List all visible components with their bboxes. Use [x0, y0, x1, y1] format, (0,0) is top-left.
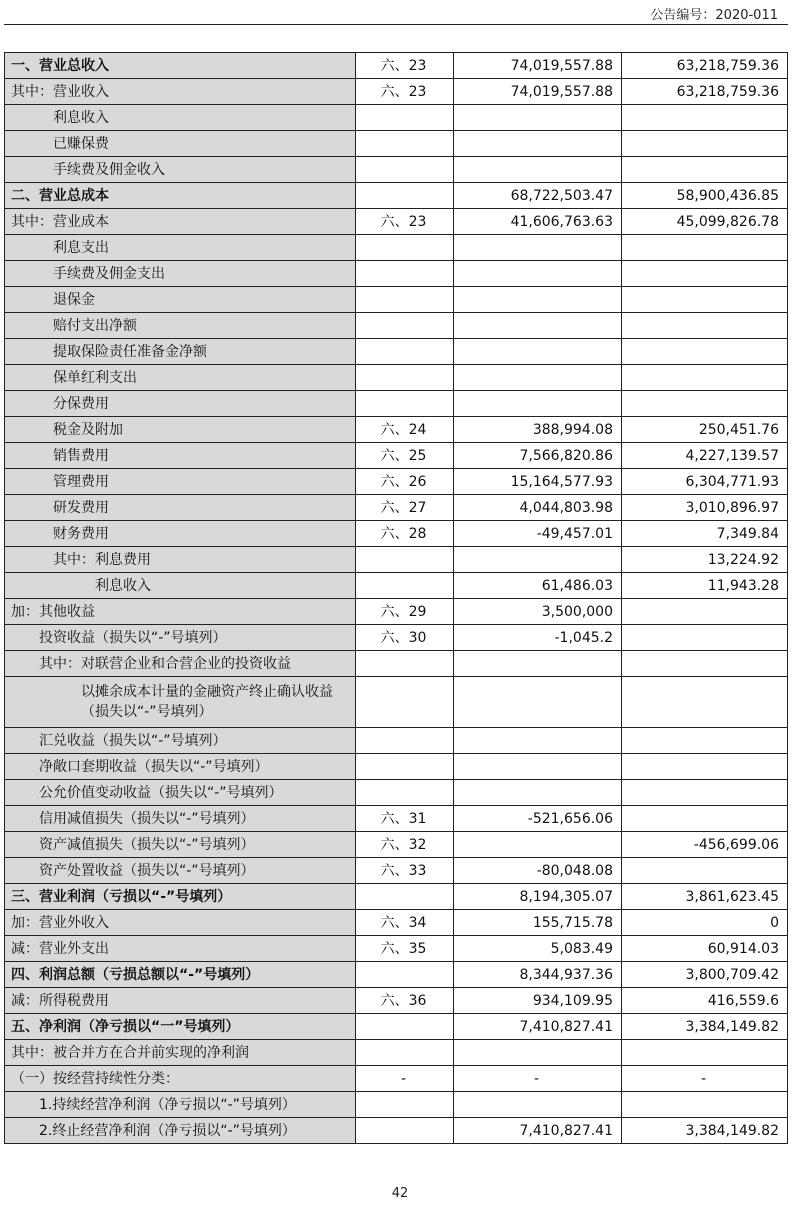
row-note-ref: 六、34: [356, 910, 454, 936]
table-row: [5, 417, 788, 443]
row-item-label: 管理费用: [5, 469, 356, 495]
table-row: [5, 832, 788, 858]
table-row: [5, 936, 788, 962]
table-row: [5, 1092, 788, 1118]
row-note-ref: 六、30: [356, 625, 454, 651]
row-note-ref: 六、36: [356, 988, 454, 1014]
row-note-ref: [356, 728, 454, 754]
row-item-label: 一、营业总收入: [5, 53, 356, 79]
row-current-amount: -: [454, 1066, 622, 1092]
row-prior-amount: [622, 339, 788, 365]
row-note-ref: [356, 313, 454, 339]
row-note-ref: [356, 651, 454, 677]
table-row: [5, 391, 788, 417]
row-prior-amount: 0: [622, 910, 788, 936]
table-row: [5, 780, 788, 806]
row-item-label: 以摊余成本计量的金融资产终止确认收益（损失以“-”号填列）: [5, 677, 356, 728]
table-row: [5, 962, 788, 988]
row-item-label: 利息收入: [5, 105, 356, 131]
row-item-label: 退保金: [5, 287, 356, 313]
row-current-amount: [454, 235, 622, 261]
row-current-amount: 68,722,503.47: [454, 183, 622, 209]
table-row: [5, 235, 788, 261]
row-current-amount: -49,457.01: [454, 521, 622, 547]
row-current-amount: 8,344,937.36: [454, 962, 622, 988]
row-note-ref: -: [356, 1066, 454, 1092]
row-current-amount: -1,045.2: [454, 625, 622, 651]
row-prior-amount: 11,943.28: [622, 573, 788, 599]
row-current-amount: [454, 157, 622, 183]
row-note-ref: 六、24: [356, 417, 454, 443]
row-prior-amount: 3,384,149.82: [622, 1014, 788, 1040]
row-prior-amount: 4,227,139.57: [622, 443, 788, 469]
row-item-label: 利息支出: [5, 235, 356, 261]
row-note-ref: [356, 131, 454, 157]
table-row: [5, 884, 788, 910]
table-row: [5, 573, 788, 599]
row-note-ref: [356, 1118, 454, 1144]
table-row: [5, 157, 788, 183]
row-note-ref: 六、23: [356, 209, 454, 235]
table-row: [5, 183, 788, 209]
row-prior-amount: 7,349.84: [622, 521, 788, 547]
row-note-ref: 六、35: [356, 936, 454, 962]
table-row: [5, 313, 788, 339]
row-item-label: 已赚保费: [5, 131, 356, 157]
row-prior-amount: [622, 1092, 788, 1118]
table-row: [5, 521, 788, 547]
row-current-amount: 15,164,577.93: [454, 469, 622, 495]
row-current-amount: [454, 780, 622, 806]
table-row: [5, 651, 788, 677]
row-item-label: 其中：利息费用: [5, 547, 356, 573]
row-note-ref: [356, 261, 454, 287]
row-prior-amount: 3,010,896.97: [622, 495, 788, 521]
row-prior-amount: [622, 105, 788, 131]
row-item-label: 分保费用: [5, 391, 356, 417]
table-row: [5, 547, 788, 573]
row-prior-amount: 3,384,149.82: [622, 1118, 788, 1144]
row-item-label: 减：所得税费用: [5, 988, 356, 1014]
row-note-ref: [356, 573, 454, 599]
table-row: [5, 53, 788, 79]
row-item-label: 手续费及佣金收入: [5, 157, 356, 183]
row-item-label: 1.持续经营净利润（净亏损以“-”号填列）: [5, 1092, 356, 1118]
header-rule: [4, 24, 788, 25]
row-current-amount: [454, 287, 622, 313]
row-prior-amount: 416,559.6: [622, 988, 788, 1014]
row-item-label: 提取保险责任准备金净额: [5, 339, 356, 365]
row-prior-amount: 45,099,826.78: [622, 209, 788, 235]
row-prior-amount: [622, 287, 788, 313]
row-note-ref: [356, 339, 454, 365]
table-row: [5, 988, 788, 1014]
row-item-label: 二、营业总成本: [5, 183, 356, 209]
row-note-ref: [356, 962, 454, 988]
table-row: [5, 131, 788, 157]
row-item-label: 手续费及佣金支出: [5, 261, 356, 287]
row-current-amount: 934,109.95: [454, 988, 622, 1014]
row-prior-amount: [622, 599, 788, 625]
row-prior-amount: 3,861,623.45: [622, 884, 788, 910]
row-current-amount: [454, 1040, 622, 1066]
row-item-label: 其中：营业收入: [5, 79, 356, 105]
row-note-ref: 六、26: [356, 469, 454, 495]
table-row: [5, 287, 788, 313]
row-current-amount: [454, 547, 622, 573]
row-current-amount: 74,019,557.88: [454, 79, 622, 105]
row-prior-amount: [622, 1040, 788, 1066]
row-prior-amount: 60,914.03: [622, 936, 788, 962]
row-prior-amount: 250,451.76: [622, 417, 788, 443]
table-row: [5, 728, 788, 754]
table-row: [5, 1014, 788, 1040]
row-prior-amount: 6,304,771.93: [622, 469, 788, 495]
row-prior-amount: [622, 625, 788, 651]
row-note-ref: [356, 365, 454, 391]
page-number: 42: [391, 1186, 409, 1201]
row-current-amount: [454, 391, 622, 417]
table-row: [5, 677, 788, 728]
row-current-amount: 155,715.78: [454, 910, 622, 936]
table-row: [5, 910, 788, 936]
row-item-label: 其中：被合并方在合并前实现的净利润: [5, 1040, 356, 1066]
row-current-amount: 8,194,305.07: [454, 884, 622, 910]
row-item-label: 投资收益（损失以“-”号填列）: [5, 625, 356, 651]
row-item-label: 资产减值损失（损失以“-”号填列）: [5, 832, 356, 858]
row-current-amount: [454, 313, 622, 339]
row-item-label: 利息收入: [5, 573, 356, 599]
row-current-amount: [454, 1092, 622, 1118]
row-note-ref: 六、23: [356, 79, 454, 105]
table-row: [5, 209, 788, 235]
page-header: [0, 0, 800, 26]
row-item-label: 税金及附加: [5, 417, 356, 443]
row-item-label: 汇兑收益（损失以“-”号填列）: [5, 728, 356, 754]
row-current-amount: [454, 365, 622, 391]
income-statement-table: [4, 52, 788, 1144]
row-current-amount: 3,500,000: [454, 599, 622, 625]
row-prior-amount: -: [622, 1066, 788, 1092]
row-note-ref: [356, 1014, 454, 1040]
row-current-amount: [454, 261, 622, 287]
row-current-amount: 4,044,803.98: [454, 495, 622, 521]
row-item-label: 三、营业利润（亏损以“-”号填列）: [5, 884, 356, 910]
row-prior-amount: [622, 651, 788, 677]
table-row: [5, 79, 788, 105]
row-item-label: 加：营业外收入: [5, 910, 356, 936]
row-prior-amount: [622, 677, 788, 728]
row-item-label: 2.终止经营净利润（净亏损以“-”号填列）: [5, 1118, 356, 1144]
row-current-amount: 7,566,820.86: [454, 443, 622, 469]
row-current-amount: [454, 677, 622, 728]
row-current-amount: [454, 131, 622, 157]
table-row: [5, 339, 788, 365]
row-prior-amount: [622, 235, 788, 261]
row-note-ref: [356, 884, 454, 910]
row-prior-amount: -456,699.06: [622, 832, 788, 858]
row-prior-amount: [622, 391, 788, 417]
row-prior-amount: [622, 754, 788, 780]
row-current-amount: 7,410,827.41: [454, 1014, 622, 1040]
table-row: [5, 443, 788, 469]
doc-number: 公告编号：2020-011: [650, 8, 778, 23]
row-current-amount: [454, 105, 622, 131]
row-note-ref: [356, 547, 454, 573]
row-prior-amount: 3,800,709.42: [622, 962, 788, 988]
row-prior-amount: [622, 157, 788, 183]
row-note-ref: [356, 391, 454, 417]
table-row: [5, 495, 788, 521]
row-note-ref: [356, 754, 454, 780]
row-prior-amount: [622, 858, 788, 884]
row-item-label: 研发费用: [5, 495, 356, 521]
income-statement-body: [5, 53, 788, 1144]
row-item-label: 四、利润总额（亏损总额以“-”号填列）: [5, 962, 356, 988]
row-note-ref: 六、25: [356, 443, 454, 469]
row-prior-amount: [622, 806, 788, 832]
table-row: [5, 625, 788, 651]
row-note-ref: 六、28: [356, 521, 454, 547]
row-current-amount: [454, 339, 622, 365]
table-row: [5, 261, 788, 287]
row-item-label: 加：其他收益: [5, 599, 356, 625]
row-current-amount: [454, 832, 622, 858]
table-row: [5, 469, 788, 495]
row-note-ref: 六、31: [356, 806, 454, 832]
row-note-ref: [356, 287, 454, 313]
row-note-ref: [356, 105, 454, 131]
row-item-label: 净敞口套期收益（损失以“-”号填列）: [5, 754, 356, 780]
row-item-label: 五、净利润（净亏损以“一”号填列）: [5, 1014, 356, 1040]
row-prior-amount: [622, 261, 788, 287]
row-prior-amount: [622, 313, 788, 339]
row-current-amount: 388,994.08: [454, 417, 622, 443]
row-current-amount: 74,019,557.88: [454, 53, 622, 79]
row-note-ref: [356, 1092, 454, 1118]
row-note-ref: [356, 677, 454, 728]
row-item-label: 公允价值变动收益（损失以“-”号填列）: [5, 780, 356, 806]
row-prior-amount: 63,218,759.36: [622, 53, 788, 79]
row-current-amount: 61,486.03: [454, 573, 622, 599]
row-item-label: （一）按经营持续性分类：: [5, 1066, 356, 1092]
row-item-label: 保单红利支出: [5, 365, 356, 391]
row-item-label: 赔付支出净额: [5, 313, 356, 339]
row-item-label: 销售费用: [5, 443, 356, 469]
row-note-ref: 六、23: [356, 53, 454, 79]
table-row: [5, 858, 788, 884]
row-prior-amount: [622, 365, 788, 391]
row-note-ref: 六、27: [356, 495, 454, 521]
row-item-label: 减：营业外支出: [5, 936, 356, 962]
table-row: [5, 1040, 788, 1066]
row-note-ref: [356, 1040, 454, 1066]
row-item-label: 其中：对联营企业和合营企业的投资收益: [5, 651, 356, 677]
row-current-amount: [454, 754, 622, 780]
row-current-amount: 7,410,827.41: [454, 1118, 622, 1144]
row-prior-amount: [622, 728, 788, 754]
table-row: [5, 1118, 788, 1144]
row-item-label: 其中：营业成本: [5, 209, 356, 235]
row-note-ref: 六、33: [356, 858, 454, 884]
row-note-ref: 六、29: [356, 599, 454, 625]
row-prior-amount: 58,900,436.85: [622, 183, 788, 209]
row-item-label: 资产处置收益（损失以“-”号填列）: [5, 858, 356, 884]
row-current-amount: 41,606,763.63: [454, 209, 622, 235]
row-note-ref: [356, 183, 454, 209]
row-note-ref: [356, 780, 454, 806]
row-current-amount: -521,656.06: [454, 806, 622, 832]
row-prior-amount: [622, 780, 788, 806]
row-current-amount: -80,048.08: [454, 858, 622, 884]
row-current-amount: [454, 651, 622, 677]
table-row: [5, 105, 788, 131]
row-note-ref: 六、32: [356, 832, 454, 858]
row-prior-amount: 63,218,759.36: [622, 79, 788, 105]
row-current-amount: [454, 728, 622, 754]
table-row: [5, 754, 788, 780]
table-row: [5, 806, 788, 832]
row-note-ref: [356, 157, 454, 183]
row-current-amount: 5,083.49: [454, 936, 622, 962]
table-row: [5, 365, 788, 391]
row-item-label: 财务费用: [5, 521, 356, 547]
table-row: [5, 1066, 788, 1092]
row-prior-amount: [622, 131, 788, 157]
row-prior-amount: 13,224.92: [622, 547, 788, 573]
table-row: [5, 599, 788, 625]
row-item-label: 信用减值损失（损失以“-”号填列）: [5, 806, 356, 832]
row-note-ref: [356, 235, 454, 261]
